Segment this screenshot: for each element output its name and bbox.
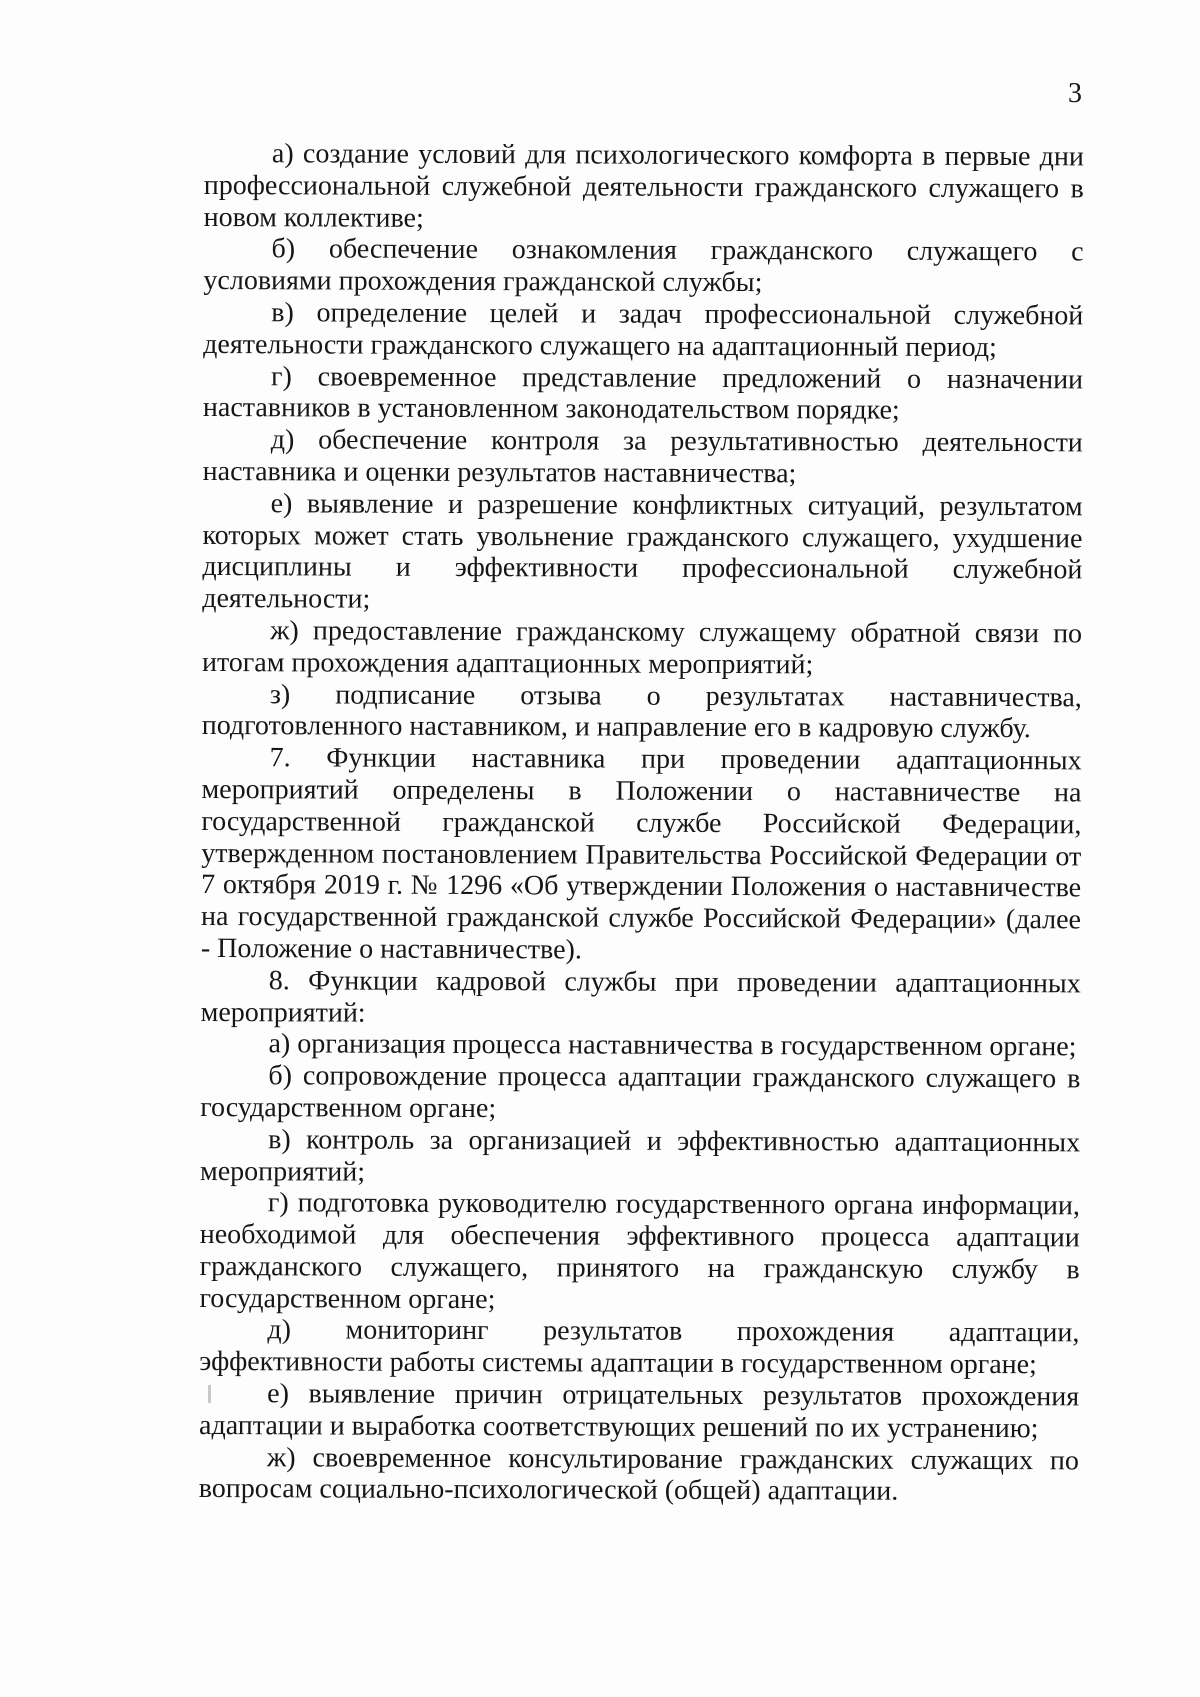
paragraph-8: 8. Функции кадровой службы при проведении адаптационных мероприятий:	[200, 964, 1081, 1029]
paragraph-8e: е) выявление причин отрицательных результатов прохождения адаптации и выработка соответствующих решений по их устранению;	[198, 1378, 1080, 1445]
paragraph-7: 7. Функции наставника при проведении адаптационных мероприятий определены в Положении о наставничестве на государственной гражданской службе Российской Федерации, утвержденном постановлением Правительства Российской Федерации от 7 октября 2019 г. № 1296 «Об утверждении Положения о наставничестве на государственной гражданской службе Российской Федерации» (далее - Положение о наставничестве).	[200, 742, 1082, 966]
paragraph-6g: г) своевременное представление предложений о назначении наставников в установленном законодательством порядке;	[202, 360, 1084, 427]
scan-artifact-mark	[208, 1385, 211, 1403]
paragraph-6z: з) подписание отзыва о результатах наставничества, подготовленного наставником, и направление его в кадровую службу.	[201, 678, 1082, 745]
paragraph-8g: г) подготовка руководителю государственного органа информации, необходимой для обеспечения эффективного процесса адаптации гражданского служащего, принятого на гражданскую службу в государственном органе;	[199, 1187, 1080, 1315]
paragraph-6a: а) создание условий для психологического комфорта в первые дни профессиональной служебной деятельности гражданского служащего в новом коллективе;	[203, 138, 1084, 234]
paragraph-8a: а) организация процесса наставничества в государственном органе;	[268, 1028, 1077, 1063]
paragraph-6v: в) определение целей и задач профессиональной служебной деятельности гражданского служащего на адаптационный период;	[203, 297, 1084, 363]
paragraph-8b: б) сопровождение процесса адаптации гражданского служащего в государственном органе;	[200, 1060, 1081, 1125]
paragraph-8d: д) мониторинг результатов прохождения адаптации, эффективности работы системы адаптации в государственном органе;	[199, 1314, 1080, 1381]
paragraph-6d: д) обеспечение контроля за результативностью деятельности наставника и оценки результатов наставничества;	[202, 424, 1083, 490]
document-body	[199, 138, 1084, 1509]
paragraph-6zh: ж) предоставление гражданскому служащему обратной связи по итогам прохождения адаптационных мероприятий;	[201, 615, 1083, 681]
paragraph-8v: в) контроль за организацией и эффективностью адаптационных мероприятий;	[199, 1123, 1081, 1188]
page-number: 3	[1068, 78, 1082, 109]
paragraph-8zh: ж) своевременное консультирование гражданских служащих по вопросам социально-психологической (общей) адаптации.	[198, 1441, 1079, 1508]
paragraph-6b: б) обеспечение ознакомления гражданского служащего с условиями прохождения гражданской службы;	[203, 233, 1084, 299]
paragraph-6e: е) выявление и разрешение конфликтных ситуаций, результатом которых может стать увольнение гражданского служащего, ухудшение дисциплины и эффективности профессиональной служебной деятельности;	[202, 488, 1083, 615]
